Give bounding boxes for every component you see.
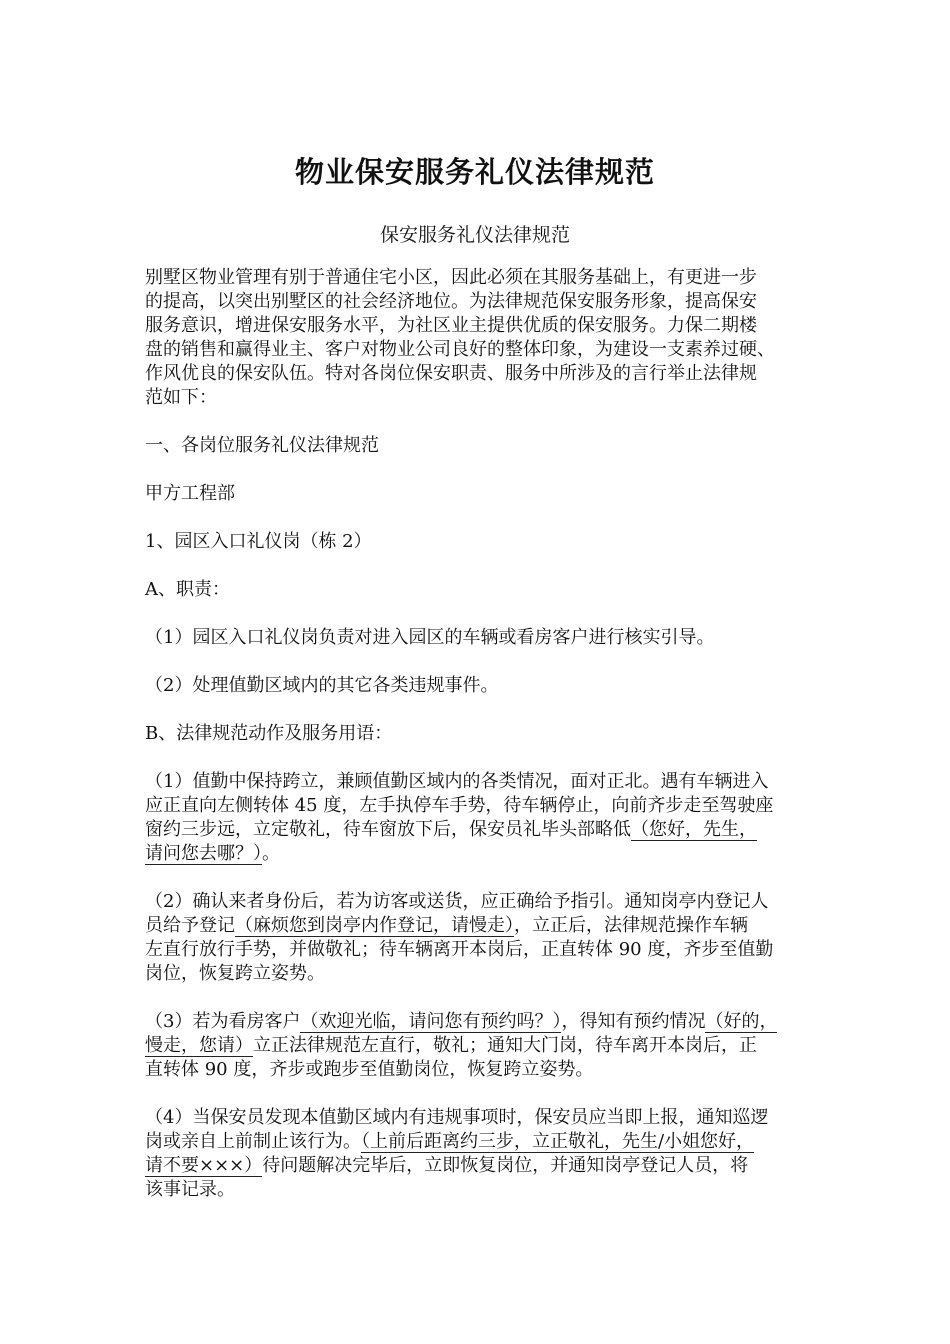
action-text: 员给予登记 xyxy=(145,915,235,936)
intro-line: 盘的销售和赢得业主、客户对物业公司良好的整体印象，为建设一支素养过硬、 xyxy=(145,339,775,360)
service-phrase: （欢迎光临，请问您有预约吗？） xyxy=(300,1011,562,1032)
action-line xyxy=(145,818,825,842)
document-body xyxy=(145,266,825,1226)
service-phrase: （上前后距离约三步，立正敬礼，先生/小姐您好， xyxy=(361,1131,755,1152)
section-heading-text: 一、各岗位服务礼仪法律规范 xyxy=(145,435,379,456)
service-phrase: 请问您去哪？） xyxy=(145,843,262,864)
duties-heading xyxy=(145,578,825,602)
action-text: 。 xyxy=(262,843,280,864)
post-heading xyxy=(145,530,825,554)
action-item-1 xyxy=(145,770,825,866)
action-line: 左直行放行手势，并做敬礼；待车辆离开本岗后，正直转体 90 度，齐步至值勤 xyxy=(145,939,774,960)
actions-heading-text: B、法律规范动作及服务用语： xyxy=(145,723,393,744)
intro-line: 的提高，以突出别墅区的社会经济地位。为法律规范保安服务形象，提高保安 xyxy=(145,291,757,312)
action-line xyxy=(145,1034,825,1058)
intro-line: 范如下： xyxy=(145,387,217,408)
service-phrase: （好的， xyxy=(705,1011,778,1032)
action-text: 立正法律规范左直行，敬礼；通知大门岗，待车离开本岗后，正 xyxy=(253,1035,757,1056)
action-line: （4）当保安员发现本值勤区域内有违规事项时，保安员应当即上报，通知巡逻 xyxy=(145,1107,769,1128)
action-line xyxy=(145,842,825,866)
service-phrase: （您好，先生， xyxy=(631,819,757,840)
duty-item-2 xyxy=(145,674,825,698)
document-title: 物业保安服务礼仪法律规范 xyxy=(294,155,655,189)
intro-line: 别墅区物业管理有别于普通住宅小区，因此必须在其服务基础上，有更进一步 xyxy=(145,267,757,288)
post-heading-text: 1、园区入口礼仪岗（栋 2） xyxy=(145,531,372,552)
actions-heading xyxy=(145,722,825,746)
intro-paragraph xyxy=(145,266,825,410)
action-line: （2）确认来者身份后，若为访客或送货，应正确给予指引。通知岗亭内登记人 xyxy=(145,891,769,912)
action-line xyxy=(145,1010,825,1034)
service-phrase: 请不要×××） xyxy=(145,1155,263,1176)
action-item-3 xyxy=(145,1010,825,1082)
department-heading-text: 甲方工程部 xyxy=(145,483,235,504)
action-text: ，立正后，法律规范操作车辆 xyxy=(514,915,748,936)
service-phrase: （麻烦您到岗亭内作登记，请慢走） xyxy=(235,915,514,936)
action-text: （3）若为看房客户 xyxy=(145,1011,301,1032)
action-text: 岗或亲自上前制止该行为。 xyxy=(145,1131,361,1152)
section-heading xyxy=(145,434,825,458)
action-text: 待问题解决完毕后，立即恢复岗位，并通知岗亭登记人员，将 xyxy=(262,1155,749,1176)
document-subtitle: 保安服务礼仪法律规范 xyxy=(379,224,570,246)
action-line xyxy=(145,914,825,938)
duty-item-1 xyxy=(145,626,825,650)
action-item-4 xyxy=(145,1106,825,1202)
action-line xyxy=(145,1154,825,1178)
action-text: ，得知有预约情况 xyxy=(561,1011,706,1032)
intro-line: 服务意识，增进保安服务水平，为社区业主提供优质的保安服务。力保二期楼 xyxy=(145,315,757,336)
action-line: （1）值勤中保持跨立，兼顾值勤区域内的各类情况，面对正北。遇有车辆进入 xyxy=(145,771,769,792)
action-item-2 xyxy=(145,890,825,986)
duties-heading-text: A、职责： xyxy=(145,579,230,600)
department-heading xyxy=(145,482,825,506)
action-line xyxy=(145,1130,825,1154)
duty-item-text: （1）园区入口礼仪岗负责对进入园区的车辆或看房客户进行核实引导。 xyxy=(145,627,715,648)
action-line: 应正直向左侧转体 45 度，左手执停车手势，待车辆停止，向前齐步走至驾驶座 xyxy=(145,795,774,816)
action-line: 该事记录。 xyxy=(145,1179,235,1200)
action-line: 直转体 90 度，齐步或跑步至值勤岗位，恢复跨立姿势。 xyxy=(145,1059,594,1080)
duty-item-text: （2）处理值勤区域内的其它各类违规事件。 xyxy=(145,675,499,696)
action-text: 窗约三步远，立定敬礼，待车窗放下后，保安员礼毕头部略低 xyxy=(145,819,631,840)
intro-line: 作风优良的保安队伍。特对各岗位保安职责、服务中所涉及的言行举止法律规 xyxy=(145,363,757,384)
action-line: 岗位，恢复跨立姿势。 xyxy=(145,963,325,984)
service-phrase: 慢走，您请） xyxy=(145,1035,253,1056)
